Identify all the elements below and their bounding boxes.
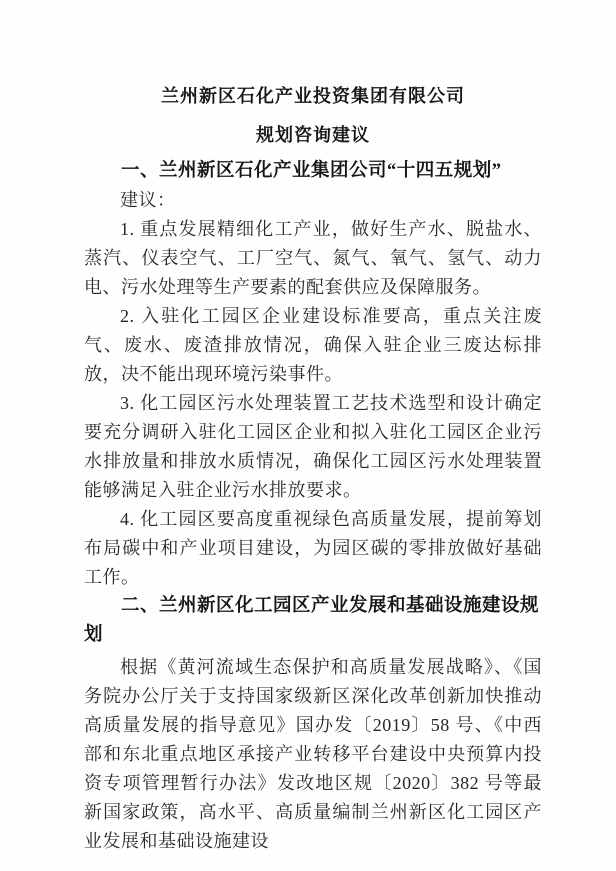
section-2-heading: 二、兰州新区化工园区产业发展和基础设施建设规划 (84, 596, 540, 645)
section-1-paragraph-3: 3. 化工园区污水处理装置工艺技术选型和设计确定要充分调研入驻化工园区企业和拟入驻化工园区企业污水排放量和排放水质情况，确保化工园区污水处理装置能够满足入驻企业污水排放要求。 (84, 393, 542, 500)
document-title: 兰州新区石化产业投资集团有限公司 (161, 86, 465, 106)
section-1-lead: 建议： (120, 190, 176, 210)
section-1-heading: 一、兰州新区石化产业集团公司“十四五规划” (121, 161, 502, 181)
document-subtitle: 规划咨询建议 (256, 125, 370, 145)
section-1-paragraph-1: 1. 重点发展精细化工产业，做好生产水、脱盐水、蒸汽、仪表空气、工厂空气、氮气、氧气、氢气、动力电、污水处理等生产要素的配套供应及保障服务。 (84, 219, 542, 297)
section-1-paragraph-2: 2. 入驻化工园区企业建设标准要高，重点关注废气、废水、废渣排放情况，确保入驻企业三废达标排放，决不能出现环境污染事件。 (84, 306, 542, 384)
section-2-paragraph-1: 根据《黄河流域生态保护和高质量发展战略》、《国务院办公厅关于支持国家级新区深化改革创新加快推动高质量发展的指导意见》国办发〔2019〕58 号、《中西部和东北重点地区承接产业转移平台建设中央预算内投资专项管理暂行办法》发改地区规〔2020〕382 号等最新国家政策，高水平、高质量编制兰州新区化工园区产业发展和基础设施建设 (84, 657, 542, 851)
section-1-paragraph-4: 4. 化工园区要高度重视绿色高质量发展，提前筹划布局碳中和产业项目建设，为园区碳的零排放做好基础工作。 (84, 509, 542, 587)
